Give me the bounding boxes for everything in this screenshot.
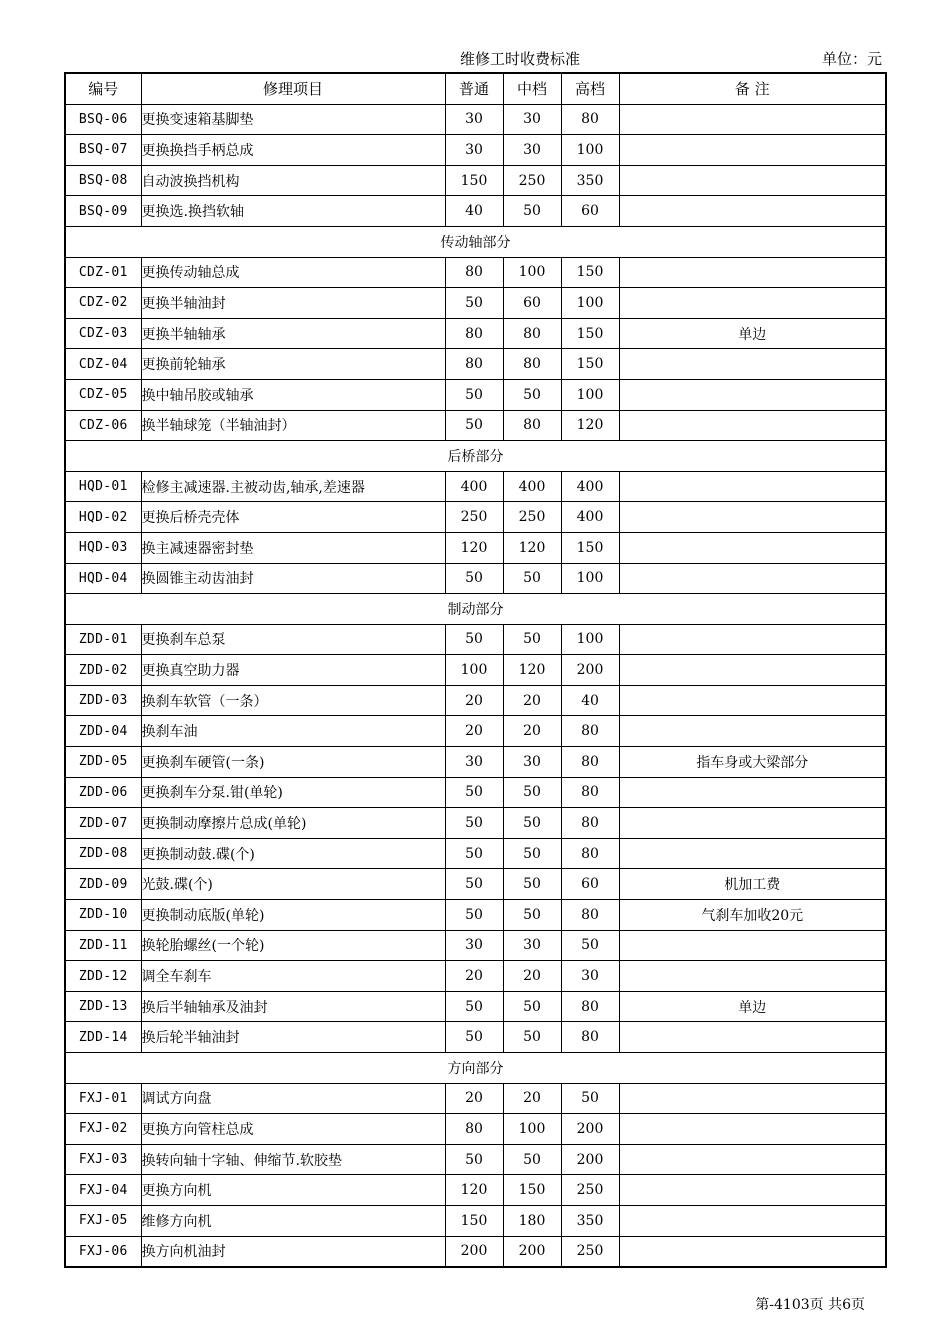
price-mid: 80 — [503, 349, 561, 380]
table-row — [65, 624, 886, 655]
price-high: 80 — [561, 104, 619, 135]
item-note — [619, 349, 886, 380]
item-note — [619, 379, 886, 410]
price-mid: 80 — [503, 318, 561, 349]
item-note — [619, 532, 886, 563]
item-code: ZDD-08 — [65, 838, 141, 869]
price-normal: 50 — [445, 410, 503, 441]
price-mid: 50 — [503, 196, 561, 227]
price-high: 150 — [561, 349, 619, 380]
table-row — [65, 930, 886, 961]
table-row — [65, 838, 886, 869]
table-row — [65, 1083, 886, 1114]
price-mid: 20 — [503, 961, 561, 992]
col-header-note: 备 注 — [619, 73, 886, 104]
price-high: 80 — [561, 900, 619, 931]
item-name: 调试方向盘 — [141, 1083, 445, 1114]
section-label: 制动部分 — [65, 594, 886, 625]
table-row — [65, 288, 886, 319]
table-row — [65, 318, 886, 349]
col-header-mid: 中档 — [503, 73, 561, 104]
item-name: 更换刹车分泵.钳(单轮) — [141, 777, 445, 808]
price-high: 120 — [561, 410, 619, 441]
price-mid: 50 — [503, 563, 561, 594]
item-note — [619, 961, 886, 992]
price-normal: 50 — [445, 808, 503, 839]
price-mid: 50 — [503, 838, 561, 869]
item-name: 检修主减速器.主被动齿,轴承,差速器 — [141, 471, 445, 502]
item-name: 换刹车软管（一条） — [141, 685, 445, 716]
price-high: 80 — [561, 808, 619, 839]
table-row — [65, 991, 886, 1022]
price-mid: 250 — [503, 165, 561, 196]
item-code: FXJ-03 — [65, 1144, 141, 1175]
item-note — [619, 624, 886, 655]
item-code: FXJ-04 — [65, 1175, 141, 1206]
table-row — [65, 104, 886, 135]
section-row — [65, 594, 886, 625]
item-code: ZDD-02 — [65, 655, 141, 686]
price-high: 400 — [561, 471, 619, 502]
item-note — [619, 1175, 886, 1206]
price-mid: 120 — [503, 532, 561, 563]
item-note — [619, 196, 886, 227]
item-code: ZDD-07 — [65, 808, 141, 839]
price-normal: 400 — [445, 471, 503, 502]
item-name: 换刹车油 — [141, 716, 445, 747]
price-normal: 20 — [445, 961, 503, 992]
item-name: 更换换挡手柄总成 — [141, 135, 445, 166]
table-row — [65, 777, 886, 808]
price-normal: 50 — [445, 379, 503, 410]
item-code: ZDD-01 — [65, 624, 141, 655]
item-name: 换方向机油封 — [141, 1236, 445, 1267]
item-note — [619, 1236, 886, 1267]
price-mid: 30 — [503, 135, 561, 166]
item-note — [619, 410, 886, 441]
price-normal: 120 — [445, 532, 503, 563]
price-high: 60 — [561, 869, 619, 900]
price-normal: 50 — [445, 288, 503, 319]
item-note: 指车身或大梁部分 — [619, 747, 886, 778]
price-high: 80 — [561, 991, 619, 1022]
unit-label: 单位：元 — [821, 50, 882, 68]
price-high: 80 — [561, 716, 619, 747]
price-mid: 60 — [503, 288, 561, 319]
item-name: 自动波换挡机构 — [141, 165, 445, 196]
price-normal: 50 — [445, 624, 503, 655]
price-high: 100 — [561, 288, 619, 319]
price-normal: 30 — [445, 747, 503, 778]
section-row — [65, 226, 886, 257]
price-mid: 20 — [503, 685, 561, 716]
price-table — [64, 72, 887, 1268]
item-note: 单边 — [619, 318, 886, 349]
price-mid: 250 — [503, 502, 561, 533]
item-code: FXJ-05 — [65, 1205, 141, 1236]
item-code: ZDD-05 — [65, 747, 141, 778]
item-code: CDZ-04 — [65, 349, 141, 380]
price-normal: 50 — [445, 900, 503, 931]
price-normal: 50 — [445, 838, 503, 869]
table-row — [65, 257, 886, 288]
table-row — [65, 532, 886, 563]
price-mid: 180 — [503, 1205, 561, 1236]
item-name: 更换刹车硬管(一条) — [141, 747, 445, 778]
page-title: 维修工时收费标准 — [459, 50, 580, 68]
item-name: 更换变速箱基脚垫 — [141, 104, 445, 135]
price-normal: 50 — [445, 1144, 503, 1175]
item-note — [619, 930, 886, 961]
item-name: 更换制动底版(单轮) — [141, 900, 445, 931]
table-row — [65, 655, 886, 686]
price-high: 150 — [561, 318, 619, 349]
price-mid: 30 — [503, 747, 561, 778]
price-normal: 50 — [445, 777, 503, 808]
price-mid: 30 — [503, 930, 561, 961]
table-row — [65, 1114, 886, 1145]
price-high: 40 — [561, 685, 619, 716]
item-code: CDZ-01 — [65, 257, 141, 288]
price-high: 200 — [561, 655, 619, 686]
item-note — [619, 655, 886, 686]
item-note — [619, 502, 886, 533]
item-name: 更换刹车总泵 — [141, 624, 445, 655]
item-code: HQD-01 — [65, 471, 141, 502]
table-row — [65, 685, 886, 716]
item-code: ZDD-13 — [65, 991, 141, 1022]
item-code: HQD-04 — [65, 563, 141, 594]
price-normal: 20 — [445, 716, 503, 747]
table-row — [65, 349, 886, 380]
price-high: 60 — [561, 196, 619, 227]
item-note — [619, 471, 886, 502]
price-mid: 20 — [503, 1083, 561, 1114]
price-normal: 200 — [445, 1236, 503, 1267]
price-high: 350 — [561, 1205, 619, 1236]
price-normal: 150 — [445, 165, 503, 196]
item-name: 更换方向管柱总成 — [141, 1114, 445, 1145]
item-note — [619, 1205, 886, 1236]
price-normal: 20 — [445, 685, 503, 716]
price-high: 50 — [561, 930, 619, 961]
table-row — [65, 1175, 886, 1206]
item-name: 换后轮半轴油封 — [141, 1022, 445, 1053]
price-mid: 200 — [503, 1236, 561, 1267]
item-note — [619, 563, 886, 594]
price-normal: 30 — [445, 135, 503, 166]
col-header-code: 编号 — [65, 73, 141, 104]
item-code: ZDD-10 — [65, 900, 141, 931]
item-code: FXJ-02 — [65, 1114, 141, 1145]
price-high: 100 — [561, 135, 619, 166]
price-normal: 50 — [445, 563, 503, 594]
col-header-item: 修理项目 — [141, 73, 445, 104]
table-row — [65, 379, 886, 410]
price-high: 250 — [561, 1175, 619, 1206]
price-high: 80 — [561, 838, 619, 869]
price-normal: 150 — [445, 1205, 503, 1236]
price-mid: 50 — [503, 991, 561, 1022]
price-normal: 80 — [445, 318, 503, 349]
item-code: BSQ-06 — [65, 104, 141, 135]
item-name: 更换方向机 — [141, 1175, 445, 1206]
price-high: 150 — [561, 257, 619, 288]
price-high: 250 — [561, 1236, 619, 1267]
item-name: 更换选.换挡软轴 — [141, 196, 445, 227]
item-note — [619, 1144, 886, 1175]
item-name: 换转向轴十字轴、伸缩节.软胶垫 — [141, 1144, 445, 1175]
table-body — [65, 104, 886, 1267]
item-code: ZDD-06 — [65, 777, 141, 808]
item-code: CDZ-05 — [65, 379, 141, 410]
item-code: FXJ-06 — [65, 1236, 141, 1267]
price-mid: 50 — [503, 379, 561, 410]
item-note — [619, 777, 886, 808]
price-high: 150 — [561, 532, 619, 563]
item-name: 更换半轴轴承 — [141, 318, 445, 349]
table-row — [65, 808, 886, 839]
item-code: CDZ-06 — [65, 410, 141, 441]
price-normal: 250 — [445, 502, 503, 533]
price-high: 80 — [561, 777, 619, 808]
item-code: ZDD-11 — [65, 930, 141, 961]
section-label: 传动轴部分 — [65, 226, 886, 257]
price-mid: 20 — [503, 716, 561, 747]
item-code: BSQ-07 — [65, 135, 141, 166]
table-header-row — [65, 73, 886, 104]
price-mid: 150 — [503, 1175, 561, 1206]
table-row — [65, 1144, 886, 1175]
item-note: 气刹车加收20元 — [619, 900, 886, 931]
price-mid: 30 — [503, 104, 561, 135]
item-name: 调全车刹车 — [141, 961, 445, 992]
price-mid: 120 — [503, 655, 561, 686]
table-row — [65, 471, 886, 502]
price-normal: 20 — [445, 1083, 503, 1114]
price-normal: 50 — [445, 991, 503, 1022]
item-name: 换半轴球笼（半轴油封） — [141, 410, 445, 441]
item-code: CDZ-03 — [65, 318, 141, 349]
table-row — [65, 747, 886, 778]
item-code: HQD-02 — [65, 502, 141, 533]
col-header-normal: 普通 — [445, 73, 503, 104]
price-high: 200 — [561, 1144, 619, 1175]
item-note — [619, 257, 886, 288]
table-row — [65, 900, 886, 931]
price-high: 80 — [561, 747, 619, 778]
price-mid: 50 — [503, 1022, 561, 1053]
price-normal: 30 — [445, 930, 503, 961]
item-name: 换主减速器密封垫 — [141, 532, 445, 563]
item-name: 更换制动摩擦片总成(单轮) — [141, 808, 445, 839]
item-note — [619, 1083, 886, 1114]
section-row — [65, 441, 886, 472]
item-name: 光鼓.碟(个) — [141, 869, 445, 900]
price-normal: 100 — [445, 655, 503, 686]
price-high: 400 — [561, 502, 619, 533]
page-footer: 第-4103页 共6页 — [755, 1297, 865, 1313]
item-note: 单边 — [619, 991, 886, 1022]
item-name: 换后半轴轴承及油封 — [141, 991, 445, 1022]
table-row — [65, 165, 886, 196]
item-name: 更换后桥壳壳体 — [141, 502, 445, 533]
item-name: 更换前轮轴承 — [141, 349, 445, 380]
item-note — [619, 135, 886, 166]
item-name: 维修方向机 — [141, 1205, 445, 1236]
price-high: 100 — [561, 624, 619, 655]
item-code: CDZ-02 — [65, 288, 141, 319]
price-normal: 30 — [445, 104, 503, 135]
item-code: ZDD-09 — [65, 869, 141, 900]
item-code: BSQ-09 — [65, 196, 141, 227]
item-code: FXJ-01 — [65, 1083, 141, 1114]
item-code: ZDD-12 — [65, 961, 141, 992]
price-mid: 50 — [503, 624, 561, 655]
price-normal: 50 — [445, 1022, 503, 1053]
table-row — [65, 869, 886, 900]
price-high: 100 — [561, 563, 619, 594]
table-row — [65, 196, 886, 227]
table-row — [65, 1022, 886, 1053]
item-note — [619, 716, 886, 747]
item-note — [619, 288, 886, 319]
item-name: 换圆锥主动齿油封 — [141, 563, 445, 594]
item-code: HQD-03 — [65, 532, 141, 563]
section-label: 方向部分 — [65, 1053, 886, 1084]
price-mid: 100 — [503, 1114, 561, 1145]
price-mid: 50 — [503, 808, 561, 839]
item-name: 更换半轴油封 — [141, 288, 445, 319]
item-code: ZDD-14 — [65, 1022, 141, 1053]
price-high: 350 — [561, 165, 619, 196]
price-mid: 100 — [503, 257, 561, 288]
item-name: 换轮胎螺丝(一个轮) — [141, 930, 445, 961]
item-code: ZDD-04 — [65, 716, 141, 747]
item-name: 更换传动轴总成 — [141, 257, 445, 288]
col-header-high: 高档 — [561, 73, 619, 104]
item-code: ZDD-03 — [65, 685, 141, 716]
item-name: 更换制动鼓.碟(个) — [141, 838, 445, 869]
price-high: 80 — [561, 1022, 619, 1053]
item-note — [619, 104, 886, 135]
item-note: 机加工费 — [619, 869, 886, 900]
price-high: 200 — [561, 1114, 619, 1145]
item-note — [619, 1022, 886, 1053]
item-code: BSQ-08 — [65, 165, 141, 196]
price-normal: 40 — [445, 196, 503, 227]
table-row — [65, 135, 886, 166]
item-note — [619, 1114, 886, 1145]
price-mid: 50 — [503, 900, 561, 931]
price-mid: 50 — [503, 1144, 561, 1175]
item-name: 更换真空助力器 — [141, 655, 445, 686]
section-row — [65, 1053, 886, 1084]
item-note — [619, 685, 886, 716]
table-row — [65, 410, 886, 441]
price-mid: 50 — [503, 869, 561, 900]
price-mid: 80 — [503, 410, 561, 441]
item-note — [619, 838, 886, 869]
section-label: 后桥部分 — [65, 441, 886, 472]
price-normal: 80 — [445, 349, 503, 380]
table-row — [65, 563, 886, 594]
table-row — [65, 961, 886, 992]
price-normal: 80 — [445, 257, 503, 288]
price-mid: 400 — [503, 471, 561, 502]
item-note — [619, 808, 886, 839]
price-mid: 50 — [503, 777, 561, 808]
price-high: 100 — [561, 379, 619, 410]
price-high: 50 — [561, 1083, 619, 1114]
price-normal: 50 — [445, 869, 503, 900]
table-row — [65, 1236, 886, 1267]
price-normal: 80 — [445, 1114, 503, 1145]
table-row — [65, 502, 886, 533]
table-row — [65, 716, 886, 747]
table-row — [65, 1205, 886, 1236]
price-high: 30 — [561, 961, 619, 992]
item-note — [619, 165, 886, 196]
item-name: 换中轴吊胶或轴承 — [141, 379, 445, 410]
price-normal: 120 — [445, 1175, 503, 1206]
